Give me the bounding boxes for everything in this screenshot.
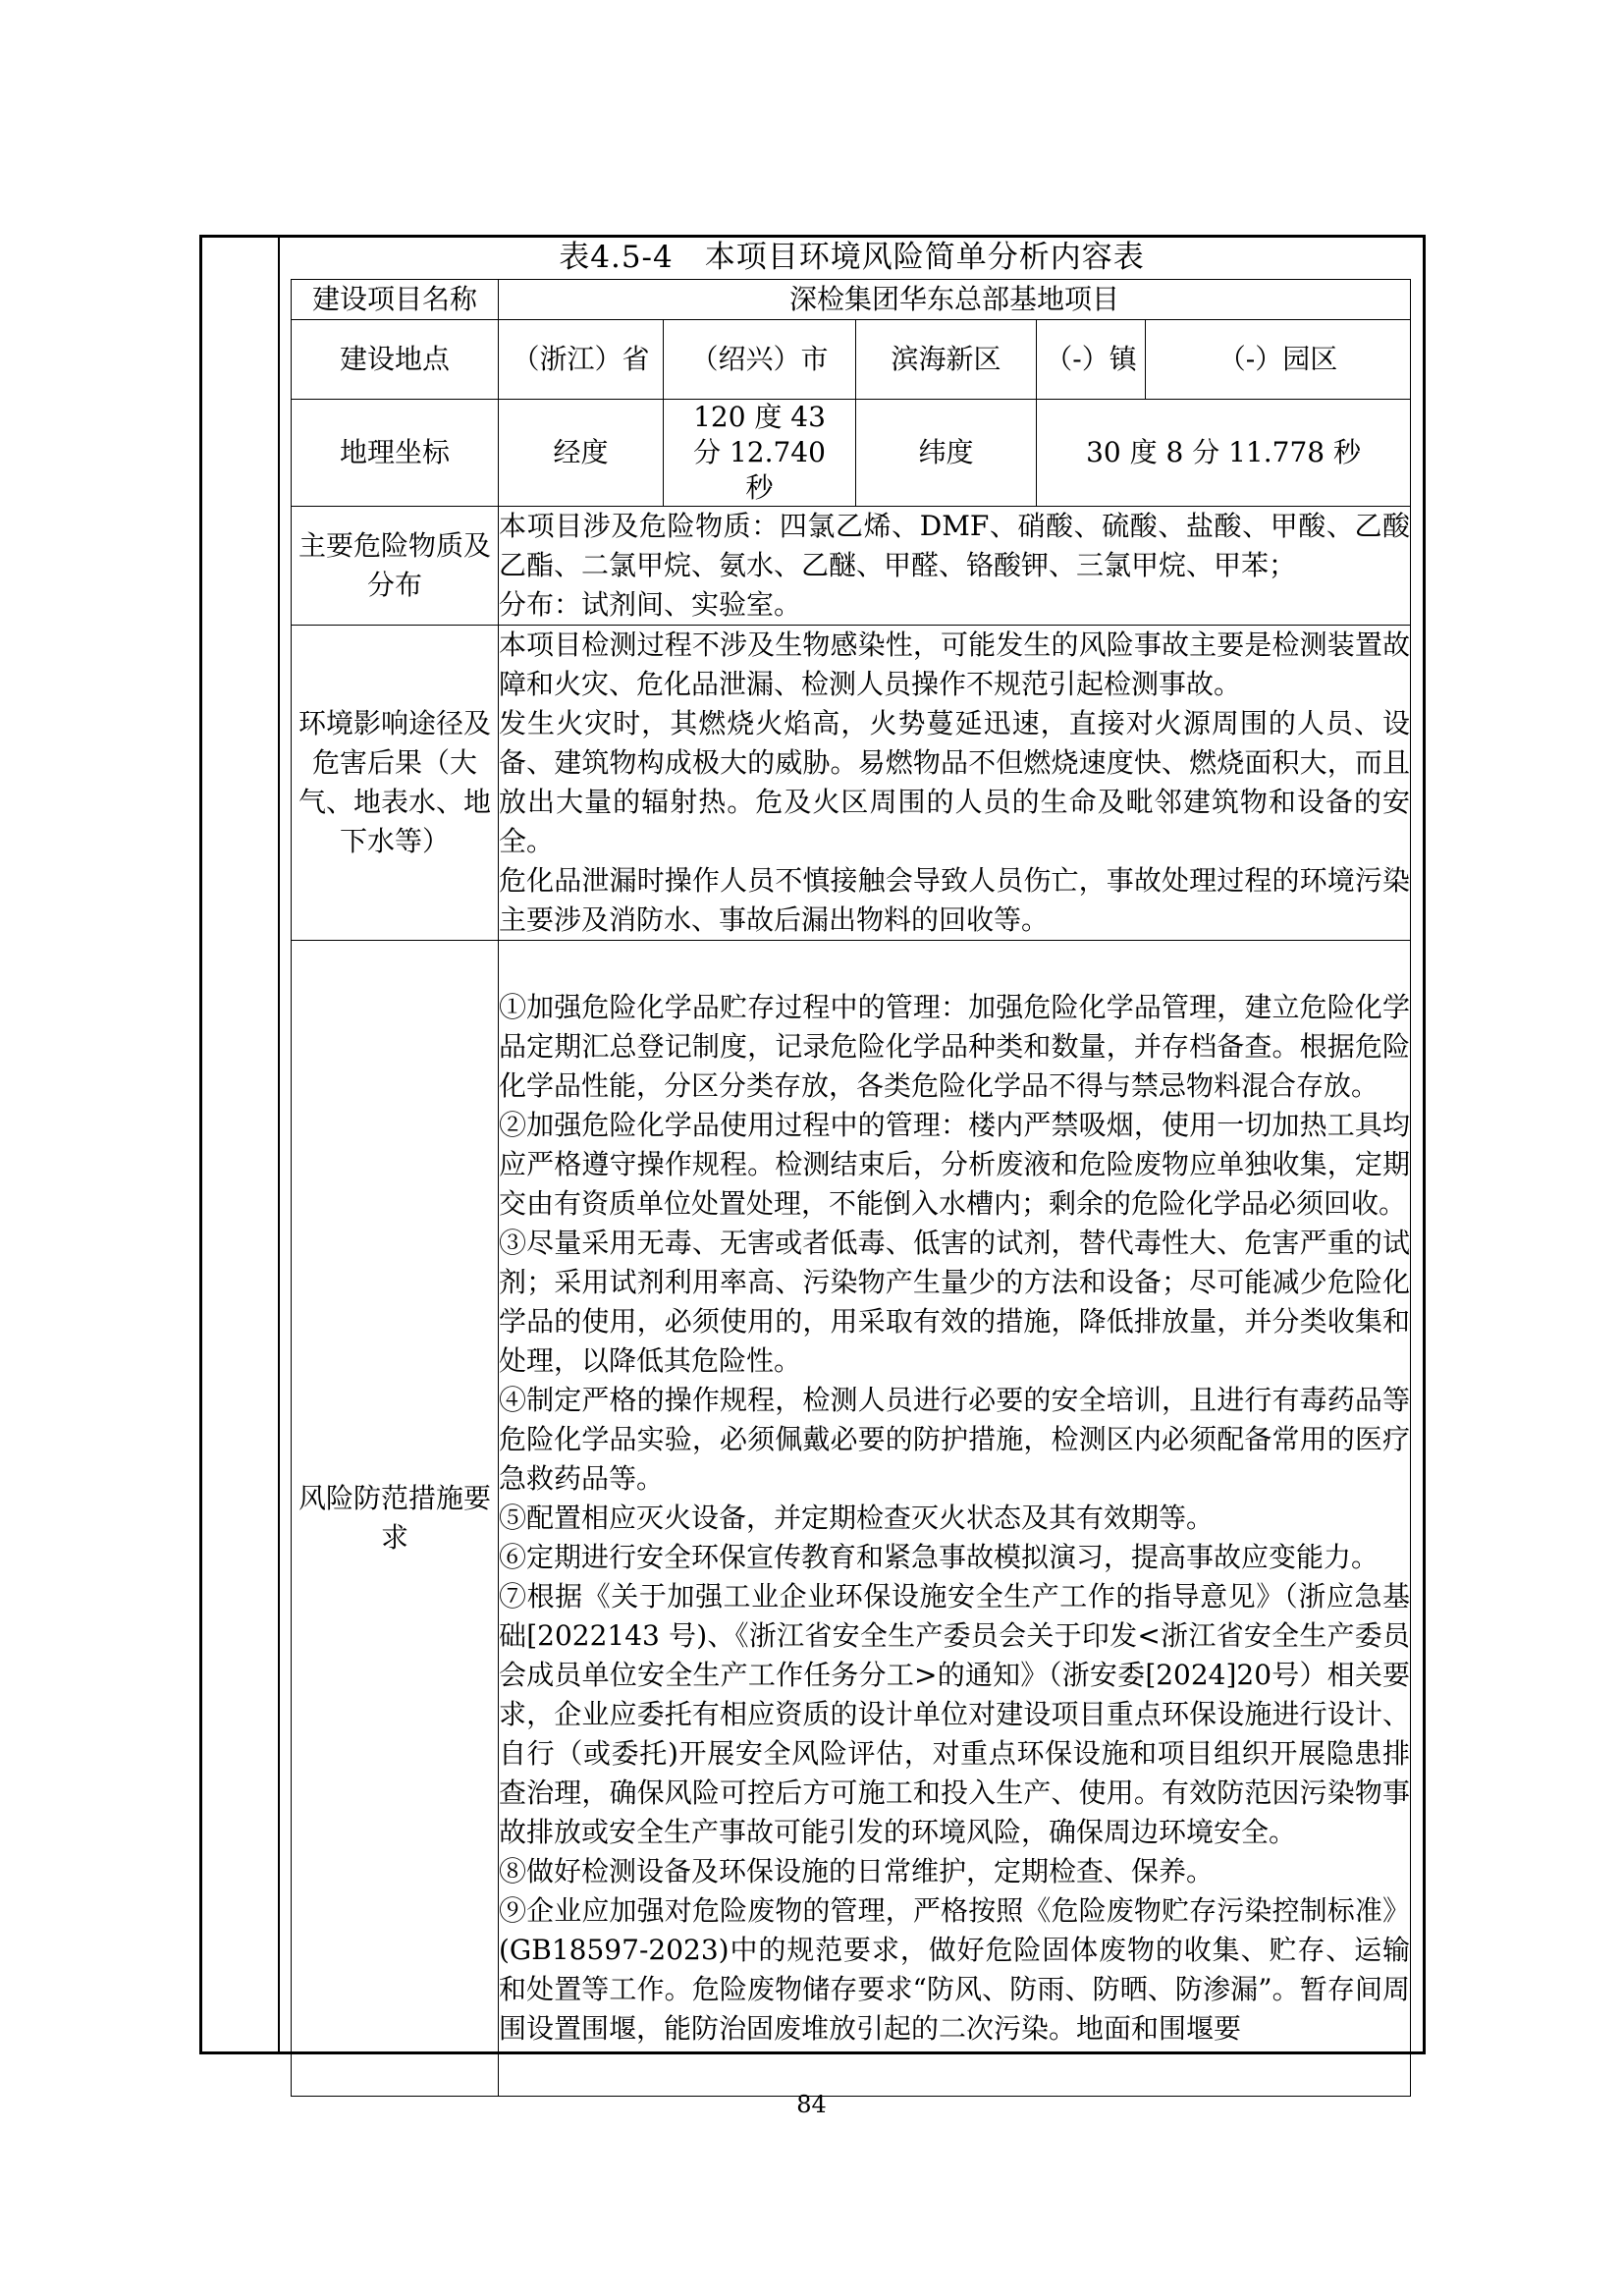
page-number: 84 xyxy=(796,2091,827,2118)
location-park: （-）园区 xyxy=(1146,320,1411,400)
paragraph: 危化品泄漏时操作人员不慎接触会导致人员伤亡，事故处理过程的环境污染主要涉及消防水、事故后漏出物料的回收等。 xyxy=(499,864,1411,936)
paragraph: ⑨企业应加强对危险废物的管理，严格按照《危险废物贮存污染控制标准》(GB18597-2023)中的规范要求，做好危险固体废物的收集、贮存、运输和处置等工作。危险废物储存要求“防风、防雨、防晒、防渗漏”。暂存间周围设置围堰，能防治固废堆放引起的二次污染。地面和围堰要 xyxy=(499,1894,1411,2045)
paragraph: 本项目检测过程不涉及生物感染性，可能发生的风险事故主要是检测装置故障和火灾、危化品泄漏、检测人员操作不规范引起检测事故。 xyxy=(499,629,1411,700)
row-hazardous-substances xyxy=(292,507,1411,626)
paragraph: 发生火灾时，其燃烧火焰高，火势蔓延迅速，直接对火源周围的人员、设备、建筑物构成极大的威胁。易燃物品不但燃烧速度快、燃烧面积大，而且放出大量的辐射热。危及火区周围的人员的生命及毗邻建筑物和设备的安全。 xyxy=(499,707,1411,857)
row-coordinates xyxy=(292,400,1411,507)
measures-text xyxy=(499,941,1411,2097)
paragraph: ⑦根据《关于加强工业企业环保设施安全生产工作的指导意见》（浙应急基础[2022143 号)、《浙江省安全生产委员会关于印发<浙江省安全生产委员会成员单位安全生产工作任务分工>的通知》（浙安委[2024]20号）相关要求，企业应委托有相应资质的设计单位对建设项目重点环保设施进行设计、自行（或委托)开展安全风险评估，对重点环保设施和项目组织开展隐患排查治理，确保风险可控后方可施工和投入生产、使用。有效防范因污染物事故排放或安全生产事故可能引发的环境风险，确保周边环境安全。 xyxy=(499,1580,1411,1848)
location-district: 滨海新区 xyxy=(856,320,1037,400)
hazardous-substances-label: 主要危险物质及分布 xyxy=(292,507,499,626)
location-label: 建设地点 xyxy=(292,320,499,400)
table-caption: 表4.5-4 本项目环境风险简单分析内容表 xyxy=(559,240,1145,275)
project-name-value: 深检集团华东总部基地项目 xyxy=(499,280,1411,320)
paragraph: 分布：试剂间、实验室。 xyxy=(499,588,802,621)
paragraph: ⑧做好检测设备及环保设施的日常维护，定期检查、保养。 xyxy=(499,1855,1215,1887)
paragraph: ④制定严格的操作规程，检测人员进行必要的安全培训，且进行有毒药品等危险化学品实验，必须佩戴必要的防护措施，检测区内必须配备常用的医疗急救药品等。 xyxy=(499,1384,1411,1495)
row-measures xyxy=(292,941,1411,2097)
impact-text xyxy=(499,626,1411,941)
impact-label: 环境影响途径及危害后果（大气、地表水、地下水等） xyxy=(292,626,499,941)
paragraph: ③尽量采用无毒、无害或者低毒、低害的试剂，替代毒性大、危害严重的试剂；采用试剂利用率高、污染物产生量少的方法和设备；尽可能减少危险化学品的使用，必须使用的，用采取有效的措施，降低排放量，并分类收集和处理，以降低其危险性。 xyxy=(499,1227,1411,1377)
location-town: （-）镇 xyxy=(1037,320,1146,400)
coordinates-label: 地理坐标 xyxy=(292,400,499,507)
row-location xyxy=(292,320,1411,400)
project-name-label: 建设项目名称 xyxy=(292,280,499,320)
paragraph: ⑥定期进行安全环保宣传教育和紧急事故模拟演习，提高事故应变能力。 xyxy=(499,1541,1380,1573)
paragraph: ②加强危险化学品使用过程中的管理：楼内严禁吸烟，使用一切加热工具均应严格遵守操作规程。检测结束后，分析废液和危险废物应单独收集，定期交由有资质单位处置处理，不能倒入水槽内；剩余的危险化学品必须回收。 xyxy=(499,1109,1411,1220)
row-impact xyxy=(292,626,1411,941)
latitude-label: 纬度 xyxy=(856,400,1037,507)
frame-divider-left xyxy=(278,235,280,2054)
paragraph: ①加强危险化学品贮存过程中的管理：加强危险化学品管理，建立危险化学品定期汇总登记制度，记录危险化学品种类和数量，并存档备查。根据危险化学品性能，分区分类存放，各类危险化学品不得与禁忌物料混合存放。 xyxy=(499,991,1411,1102)
paragraph: ⑤配置相应灭火设备，并定期检查灭火状态及其有效期等。 xyxy=(499,1502,1215,1534)
location-province: （浙江）省 xyxy=(499,320,664,400)
row-project-name xyxy=(292,280,1411,320)
measures-label: 风险防范措施要求 xyxy=(292,941,499,2097)
paragraph: 本项目涉及危险物质：四氯乙烯、DMF、硝酸、硫酸、盐酸、甲酸、乙酸乙酯、二氯甲烷、氨水、乙醚、甲醛、铬酸钾、三氯甲烷、甲苯； xyxy=(499,510,1411,581)
longitude-label: 经度 xyxy=(499,400,664,507)
longitude-value: 120 度 43 分 12.740 秒 xyxy=(664,400,856,507)
location-city: （绍兴）市 xyxy=(664,320,856,400)
hazardous-substances-text xyxy=(499,507,1411,626)
latitude-value: 30 度 8 分 11.778 秒 xyxy=(1037,400,1411,507)
risk-analysis-table xyxy=(291,279,1411,2097)
